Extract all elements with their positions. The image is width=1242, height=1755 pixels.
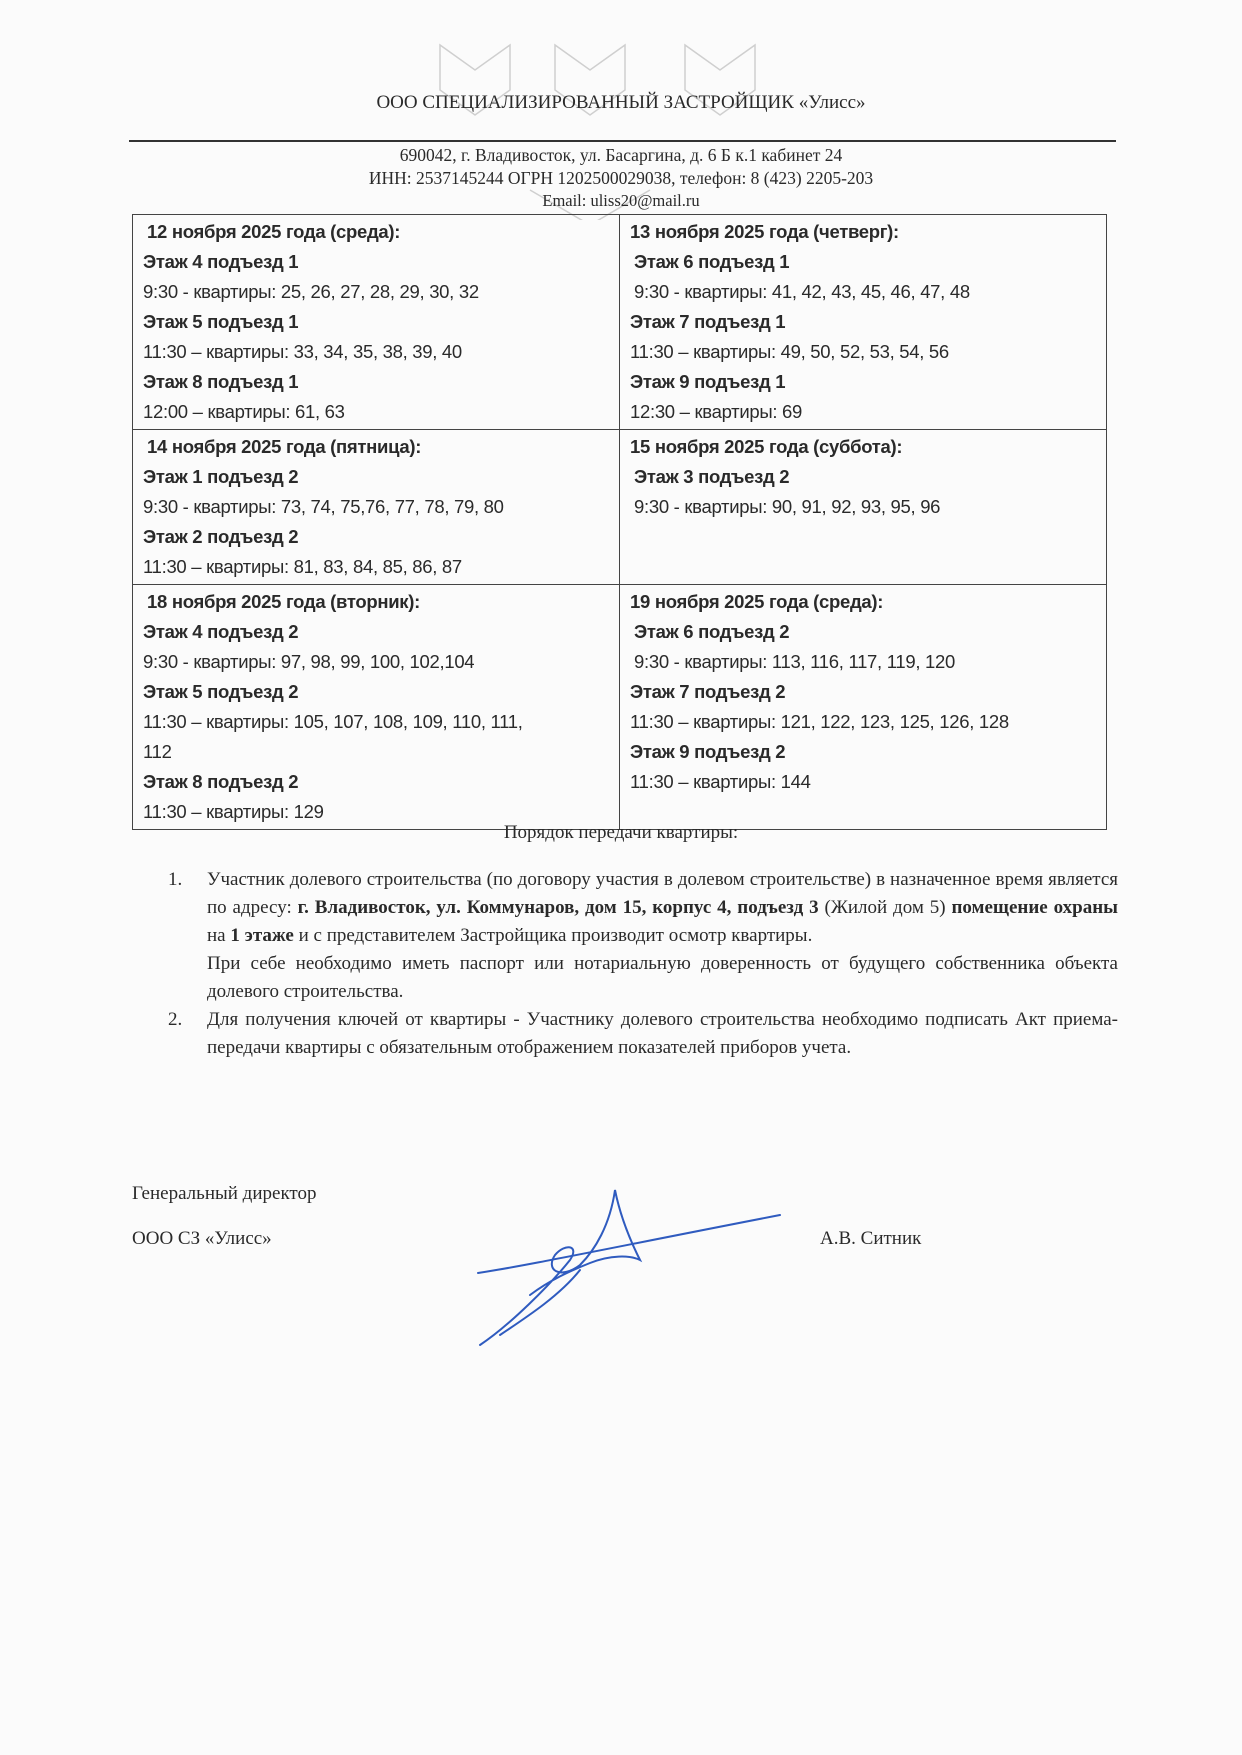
- meeting-address: г. Владивосток, ул. Коммунаров, дом 15, корпус 4, подъезд 3: [297, 897, 819, 918]
- schedule-cell: [620, 585, 1107, 830]
- floor-entrance: Этаж 3 подъезд 2: [634, 466, 790, 487]
- schedule-date: 14 ноября 2025 года (пятница):: [147, 436, 422, 457]
- signatory-position: Генеральный директор: [132, 1183, 317, 1204]
- floor-entrance: Этаж 4 подъезд 2: [143, 621, 299, 642]
- floor-entrance: Этаж 8 подъезд 2: [143, 771, 299, 792]
- floor-entrance: Этаж 6 подъезд 1: [634, 251, 790, 272]
- time-apartments: 9:30 - квартиры: 25, 26, 27, 28, 29, 30, 32: [143, 281, 479, 302]
- step-text: Участник долевого строительства (по договору участия в долевом строительстве) в назначенное время является по адресу:: [207, 869, 1118, 918]
- time-apartments: 11:30 – квартиры: 144: [630, 771, 811, 792]
- step-note: При себе необходимо иметь паспорт или нотариальную доверенность от будущего собственника объекта долевого строительства.: [207, 953, 1118, 1002]
- table-row: [133, 215, 1107, 430]
- time-apartments: 11:30 – квартиры: 129: [143, 801, 324, 822]
- schedule-date: 18 ноября 2025 года (вторник):: [147, 591, 420, 612]
- meeting-floor: 1 этаже: [230, 925, 294, 946]
- time-apartments-continued: 112: [143, 741, 172, 762]
- schedule-cell: [620, 215, 1107, 430]
- table-row: [133, 430, 1107, 585]
- time-apartments: 11:30 – квартиры: 33, 34, 35, 38, 39, 40: [143, 341, 462, 362]
- company-email: Email: uliss20@mail.ru: [542, 191, 700, 210]
- schedule-date: 19 ноября 2025 года (среда):: [630, 591, 884, 612]
- floor-entrance: Этаж 7 подъезд 1: [630, 311, 786, 332]
- schedule-cell: [133, 215, 620, 430]
- signatory-name: А.В. Ситник: [820, 1228, 922, 1249]
- procedure-list: [168, 866, 1118, 1062]
- schedule-date: 15 ноября 2025 года (суббота):: [630, 436, 903, 457]
- floor-entrance: Этаж 4 подъезд 1: [143, 251, 299, 272]
- header-divider: [129, 140, 1116, 142]
- procedure-step-1: [168, 866, 1118, 1006]
- handwritten-signature: [470, 1185, 790, 1355]
- time-apartments: 9:30 - квартиры: 73, 74, 75,76, 77, 78, 79, 80: [143, 496, 504, 517]
- schedule-date: 13 ноября 2025 года (четверг):: [630, 221, 899, 242]
- step-text: и с представителем Застройщика производит осмотр квартиры.: [293, 925, 813, 946]
- time-apartments: 11:30 – квартиры: 105, 107, 108, 109, 110, 111,: [143, 711, 523, 732]
- floor-entrance: Этаж 2 подъезд 2: [143, 526, 299, 547]
- floor-entrance: Этаж 6 подъезд 2: [634, 621, 790, 642]
- time-apartments: 12:00 – квартиры: 61, 63: [143, 401, 345, 422]
- schedule-date: 12 ноября 2025 года (среда):: [147, 221, 401, 242]
- step-number: 1.: [168, 869, 183, 890]
- time-apartments: 11:30 – квартиры: 81, 83, 84, 85, 86, 87: [143, 556, 462, 577]
- step-number: 2.: [168, 1009, 183, 1030]
- company-name: ООО СПЕЦИАЛИЗИРОВАННЫЙ ЗАСТРОЙЩИК «Улисс»: [376, 92, 866, 113]
- schedule-cell: [133, 585, 620, 830]
- table-row: [133, 585, 1107, 830]
- time-apartments: 11:30 – квартиры: 49, 50, 52, 53, 54, 56: [630, 341, 949, 362]
- floor-entrance: Этаж 5 подъезд 1: [143, 311, 299, 332]
- time-apartments: 11:30 – квартиры: 121, 122, 123, 125, 126, 128: [630, 711, 1009, 732]
- floor-entrance: Этаж 9 подъезд 2: [630, 741, 786, 762]
- step-text: (Жилой дом 5): [818, 897, 952, 918]
- company-requisites: ИНН: 2537145244 ОГРН 1202500029038, телефон: 8 (423) 2205-203: [368, 168, 874, 188]
- signatory-organization: ООО СЗ «Улисс»: [132, 1228, 272, 1249]
- schedule-cell: [133, 430, 620, 585]
- floor-entrance: Этаж 9 подъезд 1: [630, 371, 786, 392]
- time-apartments: 9:30 - квартиры: 97, 98, 99, 100, 102,104: [143, 651, 475, 672]
- meeting-room: помещение охраны: [951, 897, 1118, 918]
- time-apartments: 9:30 - квартиры: 90, 91, 92, 93, 95, 96: [634, 496, 941, 517]
- time-apartments: 9:30 - квартиры: 113, 116, 117, 119, 120: [634, 651, 955, 672]
- schedule-table: [132, 214, 1107, 830]
- floor-entrance: Этаж 8 подъезд 1: [143, 371, 299, 392]
- schedule-cell: [620, 430, 1107, 585]
- floor-entrance: Этаж 7 подъезд 2: [630, 681, 786, 702]
- procedure-step-2: [168, 1006, 1118, 1062]
- step-text: на: [207, 925, 231, 946]
- floor-entrance: Этаж 1 подъезд 2: [143, 466, 299, 487]
- time-apartments: 9:30 - квартиры: 41, 42, 43, 45, 46, 47, 48: [634, 281, 970, 302]
- step-text: Для получения ключей от квартиры - Участнику долевого строительства необходимо подписать Акт приема-передачи квартиры с обязательным отображением показателей приборов учета.: [207, 1009, 1118, 1058]
- company-address: 690042, г. Владивосток, ул. Басаргина, д. 6 Б к.1 кабинет 24: [399, 145, 843, 165]
- time-apartments: 12:30 – квартиры: 69: [630, 401, 802, 422]
- procedure-title: Порядок передачи квартиры:: [503, 822, 739, 843]
- floor-entrance: Этаж 5 подъезд 2: [143, 681, 299, 702]
